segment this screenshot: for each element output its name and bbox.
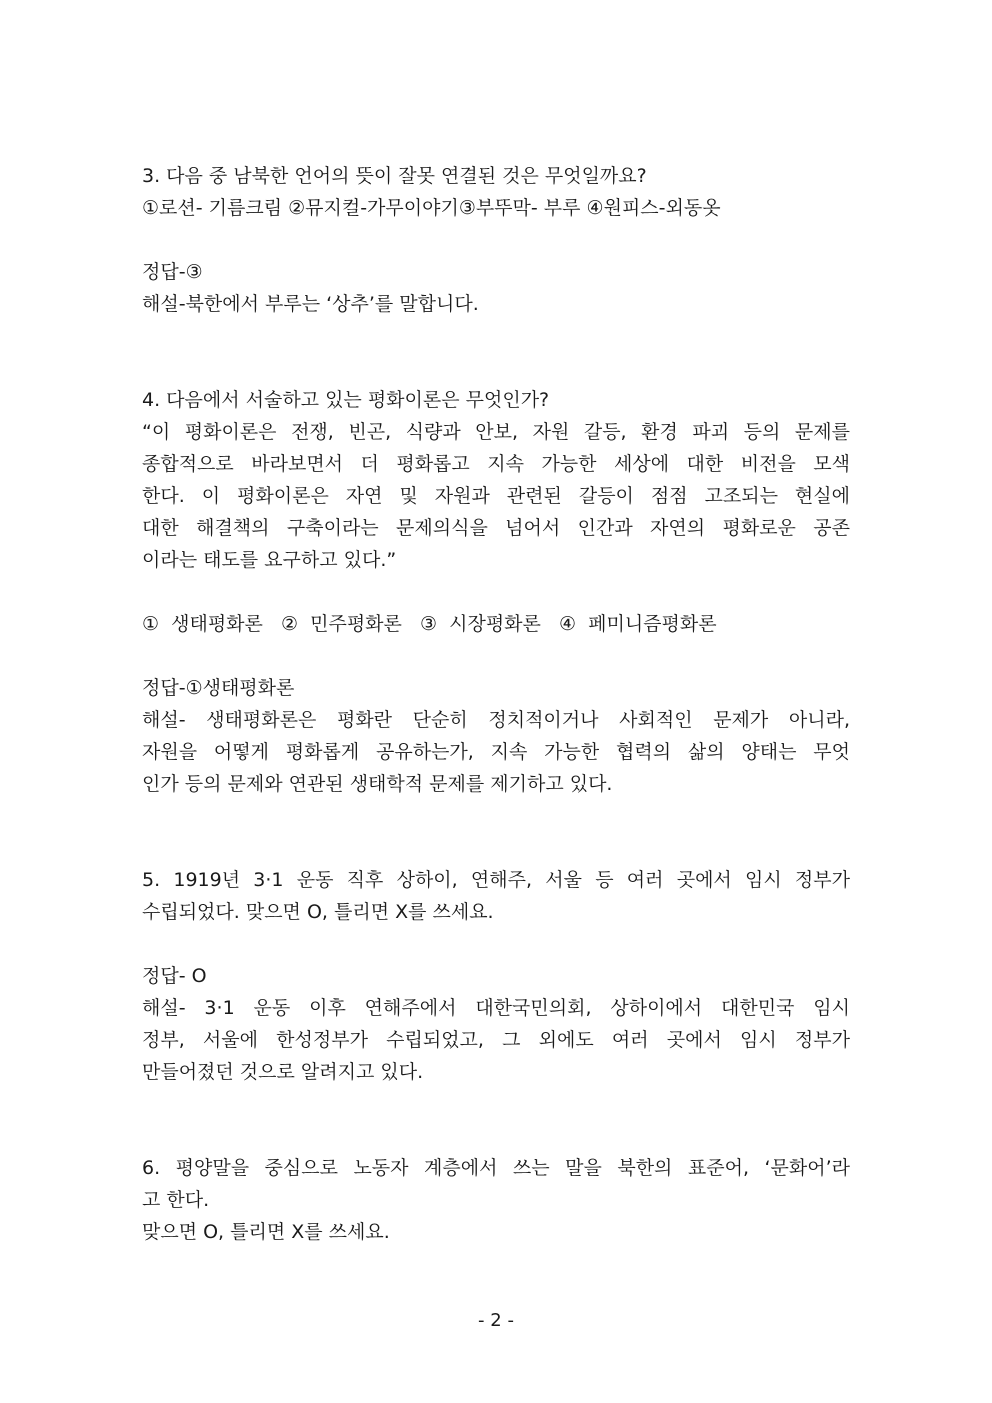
question-6-text-line: 맞으면 O, 틀리면 X를 쓰세요. — [142, 1221, 390, 1243]
question-4-quote-line: 대한 해결책의 구축이라는 문제의식을 넘어서 인간과 자연의 평화로운 공존 — [142, 517, 850, 539]
question-3-choices: ①로션- 기름크림 ②뮤지컬-가무이야기③부뚜막- 부루 ④원피스-외동옷 — [142, 197, 721, 219]
question-4-quote-line: 이라는 태도를 요구하고 있다.” — [142, 549, 397, 571]
question-4-explanation-line: 인가 등의 문제와 연관된 생태학적 문제를 제기하고 있다. — [142, 773, 613, 795]
question-6-text-line: 6. 평양말을 중심으로 노동자 계층에서 쓰는 말을 북한의 표준어, ‘문화어’라 — [142, 1157, 850, 1179]
question-4-quote-line: 종합적으로 바라보면서 더 평화롭고 지속 가능한 세상에 대한 비전을 모색 — [142, 453, 850, 475]
question-3-answer: 정답-③ — [142, 261, 203, 283]
question-3 — [142, 160, 850, 320]
question-5-text-line: 5. 1919년 3·1 운동 직후 상하이, 연해주, 서울 등 여러 곳에서 임시 정부가 — [142, 869, 850, 891]
question-3-text: 3. 다음 중 남북한 언어의 뜻이 잘못 연결된 것은 무엇일까요? — [142, 165, 647, 187]
question-4-answer: 정답-①생태평화론 — [142, 677, 295, 699]
question-6 — [142, 1152, 850, 1248]
question-3-explanation: 해설-북한에서 부루는 ‘상추’를 말합니다. — [142, 293, 479, 315]
question-4-quote-line: “이 평화이론은 전쟁, 빈곤, 식량과 안보, 자원 갈등, 환경 파괴 등의 문제를 — [142, 421, 850, 443]
question-5-explanation-line: 해설- 3·1 운동 이후 연해주에서 대한국민의회, 상하이에서 대한민국 임시 — [142, 997, 850, 1019]
question-4 — [142, 384, 850, 800]
question-4-text: 4. 다음에서 서술하고 있는 평화이론은 무엇인가? — [142, 389, 550, 411]
question-4-choices: ① 생태평화론 ② 민주평화론 ③ 시장평화론 ④ 페미니즘평화론 — [142, 613, 717, 635]
question-5-text-line: 수립되었다. 맞으면 O, 틀리면 X를 쓰세요. — [142, 901, 494, 923]
question-4-explanation-line: 자원을 어떻게 평화롭게 공유하는가, 지속 가능한 협력의 삶의 양태는 무엇 — [142, 741, 850, 763]
question-5-answer: 정답- O — [142, 965, 207, 987]
question-5-explanation-line: 정부, 서울에 한성정부가 수립되었고, 그 외에도 여러 곳에서 임시 정부가 — [142, 1029, 850, 1051]
question-6-text-line: 고 한다. — [142, 1189, 210, 1211]
page-number: - 2 - — [478, 1310, 514, 1331]
document-page — [142, 160, 850, 1248]
question-4-explanation-line: 해설- 생태평화론은 평화란 단순히 정치적이거나 사회적인 문제가 아니라, — [142, 709, 850, 731]
question-4-quote-line: 한다. 이 평화이론은 자연 및 자원과 관련된 갈등이 점점 고조되는 현실에 — [142, 485, 850, 507]
question-5-explanation-line: 만들어졌던 것으로 알려지고 있다. — [142, 1061, 424, 1083]
question-5 — [142, 864, 850, 1088]
